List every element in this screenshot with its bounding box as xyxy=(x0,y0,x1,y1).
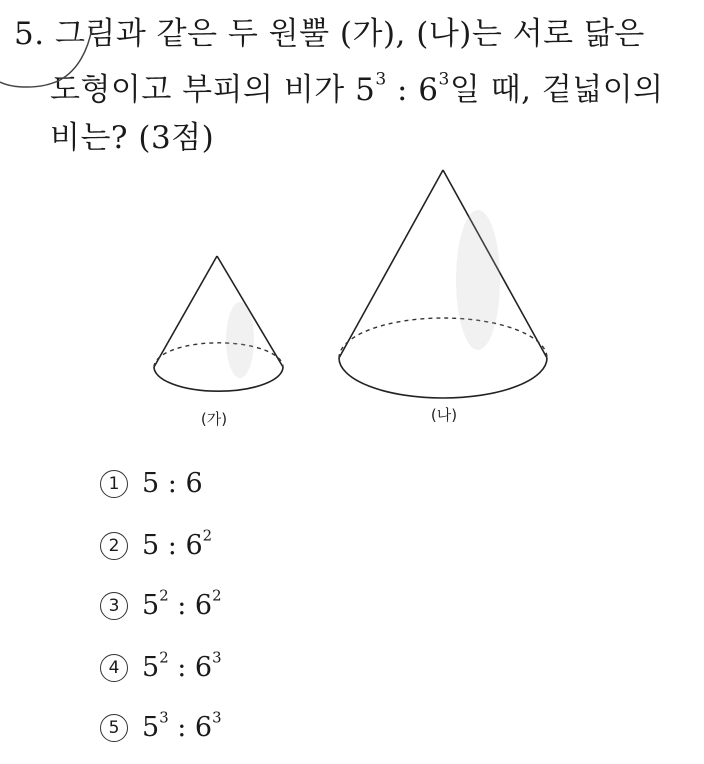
cones-figure xyxy=(0,160,704,450)
choice-base-b: 6 xyxy=(194,712,213,743)
choice-exp-a: 2 xyxy=(159,648,169,667)
cone-b xyxy=(339,170,547,398)
question-text-2b: : 6 xyxy=(386,72,439,108)
question-text-1: 그림과 같은 두 원뿔 (가), (나)는 서로 닮은 xyxy=(54,16,645,52)
cone-b-label: (나) xyxy=(430,406,458,424)
choice-5[interactable]: 5 $5^3$ : $6^3$ xyxy=(100,712,222,743)
choice-marker: 2 xyxy=(100,532,128,560)
question-line-3 xyxy=(50,112,214,157)
choice-base-b: 6 xyxy=(185,468,203,499)
choice-base-a: 5 xyxy=(142,530,160,561)
choice-marker: 3 xyxy=(100,592,128,620)
choice-marker: 5 xyxy=(100,714,128,742)
choice-2[interactable]: 2 5 : $6^2$ xyxy=(100,530,212,561)
volume-exponent-2: 3 xyxy=(438,69,450,90)
choice-4[interactable]: 4 $5^2$ : $6^3$ xyxy=(100,652,222,683)
choice-base-b: 6 xyxy=(185,530,203,561)
choice-marker: 4 xyxy=(100,654,128,682)
choice-exp-b: 3 xyxy=(212,648,222,667)
question-text-2c: 일 때, 겉넓이의 xyxy=(449,72,664,108)
choice-base-a: 5 xyxy=(142,652,160,683)
choice-exp-b: 2 xyxy=(212,586,222,605)
question-text-3: 비는? (3점) xyxy=(50,120,215,156)
question-text-2a: 도형이고 부피의 비가 5 xyxy=(50,72,376,108)
question-line-2 xyxy=(50,64,664,109)
question-number: 5. xyxy=(14,16,45,52)
choice-base-b: 6 xyxy=(194,590,213,621)
choice-marker: 1 xyxy=(100,470,128,498)
choice-base-b: 6 xyxy=(194,652,213,683)
choice-1[interactable]: 1 5 : 6 xyxy=(100,468,203,499)
choice-base-a: 5 xyxy=(142,712,160,743)
pencil-mark xyxy=(0,0,120,110)
choice-exp-b: 2 xyxy=(202,526,213,545)
choice-exp-a: 3 xyxy=(159,708,169,727)
choice-exp-b: 3 xyxy=(212,708,222,727)
choice-exp-a: 2 xyxy=(159,586,169,605)
cone-a-label: (가) xyxy=(200,410,228,428)
choice-base-a: 5 xyxy=(142,590,160,621)
volume-exponent-1: 3 xyxy=(375,69,387,90)
cone-a xyxy=(154,256,283,391)
choice-3[interactable]: 3 $5^2$ : $6^2$ xyxy=(100,590,222,621)
choice-base-a: 5 xyxy=(142,468,160,499)
